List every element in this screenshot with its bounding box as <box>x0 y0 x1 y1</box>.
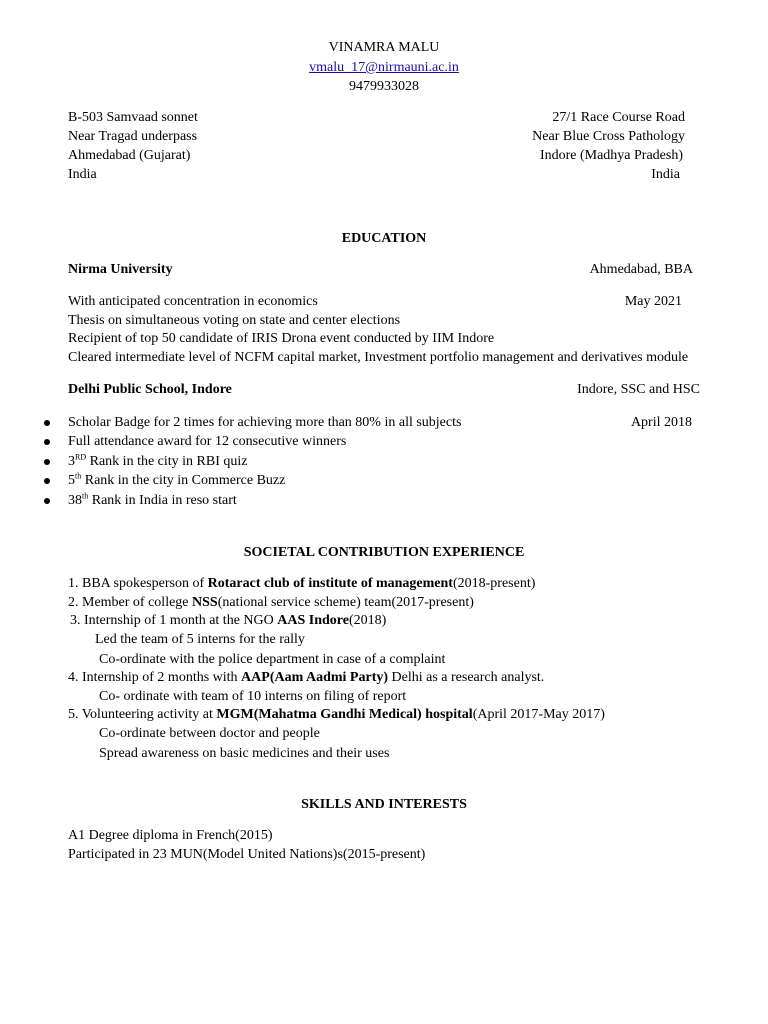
societal-item: 2. Member of college NSS(national service scheme) team(2017-present) <box>68 595 474 610</box>
societal-sub-item: Co-ordinate between doctor and people <box>99 726 320 741</box>
skills-heading: SKILLS AND INTERESTS <box>301 797 467 812</box>
list-item: 5th Rank in the city in Commerce Buzz <box>68 471 286 488</box>
societal-item: 3. Internship of 1 month at the NGO AAS Indore(2018) <box>70 613 387 628</box>
nirma-location: Ahmedabad, BBA <box>589 262 693 277</box>
societal-item: 4. Internship of 2 months with AAP(Aam Aadmi Party) Delhi as a research analyst. <box>68 670 545 685</box>
skills-item: Participated in 23 MUN(Model United Nations)s(2015-present) <box>68 847 426 862</box>
bullet-icon <box>44 420 50 426</box>
nirma-detail-line: Thesis on simultaneous voting on state and center elections <box>68 313 401 328</box>
address-left-line: Near Tragad underpass <box>68 129 198 144</box>
dps-location: Indore, SSC and HSC <box>577 382 700 397</box>
nirma-university-name: Nirma University <box>68 262 173 277</box>
societal-item: 1. BBA spokesperson of Rotaract club of institute of management(2018-present) <box>68 576 536 591</box>
bullet-icon <box>44 498 50 504</box>
address-right-line: Indore (Madhya Pradesh) <box>539 148 683 163</box>
phone-number: 9479933028 <box>349 79 419 94</box>
nirma-date: May 2021 <box>624 294 682 309</box>
address-right-line: 27/1 Race Course Road <box>552 110 685 125</box>
bullet-icon <box>44 439 50 445</box>
skills-item: A1 Degree diploma in French(2015) <box>68 828 273 843</box>
nirma-detail-line: Recipient of top 50 candidate of IRIS Drona event conducted by IIM Indore <box>68 331 495 346</box>
address-left-line: India <box>68 167 97 182</box>
candidate-name: VINAMRA MALU <box>328 40 440 55</box>
societal-sub-item: Led the team of 5 interns for the rally <box>95 632 305 647</box>
list-item: Scholar Badge for 2 times for achieving more than 80% in all subjects <box>68 415 462 430</box>
bullet-icon <box>44 478 50 484</box>
nirma-detail-line: Cleared intermediate level of NCFM capital market, Investment portfolio management and derivatives module <box>68 350 689 365</box>
bullet-icon <box>44 459 50 465</box>
address-right-line: Near Blue Cross Pathology <box>532 129 685 144</box>
nirma-detail-line: With anticipated concentration in economics <box>68 294 318 309</box>
list-item: Full attendance award for 12 consecutive winners <box>68 434 347 449</box>
societal-sub-item: Co- ordinate with team of 10 interns on filing of report <box>99 689 407 704</box>
societal-sub-item: Co-ordinate with the police department in case of a complaint <box>99 652 446 667</box>
address-left-line: Ahmedabad (Gujarat) <box>68 148 191 163</box>
dps-school-name: Delhi Public School, Indore <box>68 382 232 397</box>
list-item: 38th Rank in India in reso start <box>68 491 237 508</box>
education-heading: EDUCATION <box>341 231 427 246</box>
dps-date: April 2018 <box>630 415 692 430</box>
list-item: 3RD Rank in the city in RBI quiz <box>68 452 248 469</box>
email-link[interactable]: vmalu_17@nirmauni.ac.in <box>309 60 459 75</box>
societal-item: 5. Volunteering activity at MGM(Mahatma Gandhi Medical) hospital(April 2017-May 2017) <box>68 707 605 722</box>
address-left-line: B-503 Samvaad sonnet <box>68 110 198 125</box>
societal-heading: SOCIETAL CONTRIBUTION EXPERIENCE <box>243 545 525 560</box>
societal-sub-item: Spread awareness on basic medicines and their uses <box>99 746 390 761</box>
address-right-line: India <box>651 167 680 182</box>
